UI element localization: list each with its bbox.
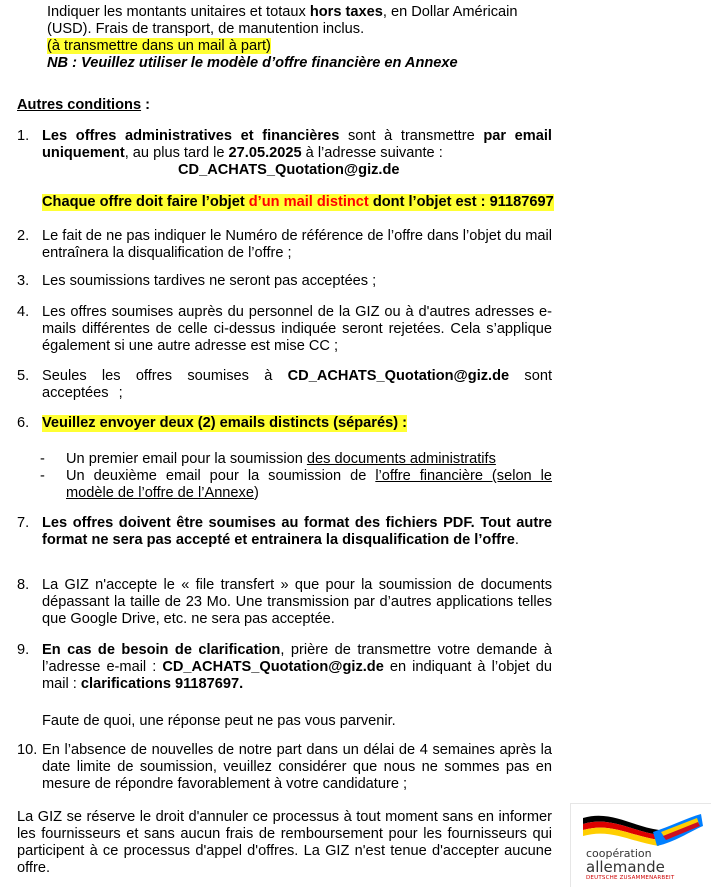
email-address[interactable]: CD_ACHATS_Quotation@giz.de	[178, 162, 400, 178]
sub-text: Un deuxième email pour la soumission de	[66, 468, 376, 484]
item-number: 2.	[17, 228, 30, 244]
item-number: 3.	[17, 273, 30, 289]
item-bold: Les offres doivent être soumises au format des fichiers PDF. Tout autre format ne sera pas accepté et entrainera la disqualification de l’offre	[42, 515, 552, 548]
logo-line3: DEUTSCHE ZUSAMMENARBEIT	[586, 875, 675, 881]
item-number: 7.	[17, 515, 30, 531]
item-text: , prière de transmettre votre demande à l’adresse e-mail :	[42, 642, 552, 675]
item-text: , au plus tard le	[124, 145, 229, 161]
item-6: Veuillez envoyer deux (2) emails distincts (séparés) :	[42, 415, 407, 431]
email-address[interactable]: CD_ACHATS_Quotation@giz.de	[287, 368, 510, 384]
item-text: Seules les offres soumises à	[42, 368, 288, 384]
dash-bullet: -	[40, 451, 45, 467]
item-bold: par email	[483, 128, 552, 144]
heading-suffix: :	[141, 97, 150, 113]
item-number: 8.	[17, 577, 30, 593]
item-7	[42, 515, 552, 549]
item-text: en indiquant à l’objet du mail :	[42, 659, 552, 692]
sub-text: )	[253, 485, 259, 501]
item-bold: uniquement	[42, 145, 125, 161]
logo-line1: coopération	[586, 847, 652, 860]
item-3: Les soumissions tardives ne seront pas acceptées ;	[42, 273, 377, 289]
intro-text: (USD). Frais de transport, de manutention inclus.	[47, 21, 365, 37]
item-5	[42, 368, 552, 402]
section-heading	[17, 97, 150, 114]
item-number: 6.	[17, 415, 30, 431]
cooperation-allemande-logo	[570, 803, 711, 887]
intro-highlight: (à transmettre dans un mail à part)	[47, 38, 271, 54]
intro-text: , en Dollar Américain	[382, 4, 518, 20]
sub-underlined: des documents administratifs	[306, 451, 496, 467]
item-number: 5.	[17, 368, 30, 384]
sub-item-2	[66, 468, 552, 502]
item-text: sont à transmettre	[339, 128, 484, 144]
item-text: à l’adresse suivante :	[301, 145, 443, 161]
sub-item-1	[66, 451, 552, 468]
item-number: 10.	[17, 742, 38, 758]
item-bold: Les offres administratives et financières	[42, 128, 340, 144]
item-4: Les offres soumises auprès du personnel de la GIZ ou à d'autres adresses e-mails différentes de celle ci-dessus indiquée seront rejetées. Cela s’applique également si une autre adresse est mise CC ;	[42, 304, 552, 354]
item-8: La GIZ n'accepte le « file transfert » que pour la soumission de documents dépassant la taille de 23 Mo. Une transmission par d’autres applications telles que Google Drive, etc. ne sera pas acceptée.	[42, 577, 552, 627]
sub-text: Un premier email pour la soumission	[66, 451, 307, 467]
item-1	[42, 128, 552, 162]
item-10: En l’absence de nouvelles de notre part dans un délai de 4 semaines après la date limite de soumission, veuillez considérer que nous ne sommes pas en mesure de répondre favorablement à votre candidature ;	[42, 742, 552, 792]
intro-bold: hors taxes	[309, 4, 383, 20]
item-text: sont acceptées ;	[42, 368, 552, 401]
nb-note: NB : Veuillez utiliser le modèle d’offre financière en Annexe	[47, 55, 458, 71]
note-text: dont l’objet est	[368, 194, 477, 210]
sub-underlined: l’offre financière (selon le modèle de l’offre de l’Annexe	[66, 468, 552, 501]
item-number: 9.	[17, 642, 30, 658]
item-number: 4.	[17, 304, 30, 320]
note-text: Chaque offre doit faire l’objet	[42, 194, 249, 210]
intro-text: Indiquer les montants unitaires et totaux	[47, 4, 310, 20]
distinct-mail-note	[42, 194, 554, 211]
intro-paragraph	[47, 4, 552, 72]
item-bold: clarifications 91187697.	[80, 676, 244, 692]
item-text: .	[514, 532, 519, 548]
note-red: d’un mail distinct	[248, 194, 369, 210]
item-2: Le fait de ne pas indiquer le Numéro de référence de l’offre dans l’objet du mail entraînera la disqualification de l’offre ;	[42, 228, 553, 261]
email-address[interactable]: CD_ACHATS_Quotation@giz.de	[162, 659, 384, 675]
item-9	[42, 642, 552, 693]
item-bold: En cas de besoin de clarification	[42, 642, 281, 658]
logo-line2: allemande	[586, 858, 665, 876]
dash-bullet: -	[40, 468, 45, 484]
item-number: 1.	[17, 128, 30, 144]
deadline-date: 27.05.2025	[228, 145, 302, 161]
german-flag-wave-icon	[571, 804, 711, 852]
closing-paragraph: La GIZ se réserve le droit d'annuler ce processus à tout moment sans en informer les fournisseurs et sans aucun frais de remboursement pour les fournisseurs qui participent à ce processus d'appel d'offres. La GIZ n'est tenue d'accepter aucune offre.	[17, 809, 552, 876]
item-9-follow: Faute de quoi, une réponse peut ne pas vous parvenir.	[42, 713, 396, 729]
note-reference: : 91187697	[476, 194, 554, 210]
heading-text: Autres conditions	[17, 97, 142, 113]
